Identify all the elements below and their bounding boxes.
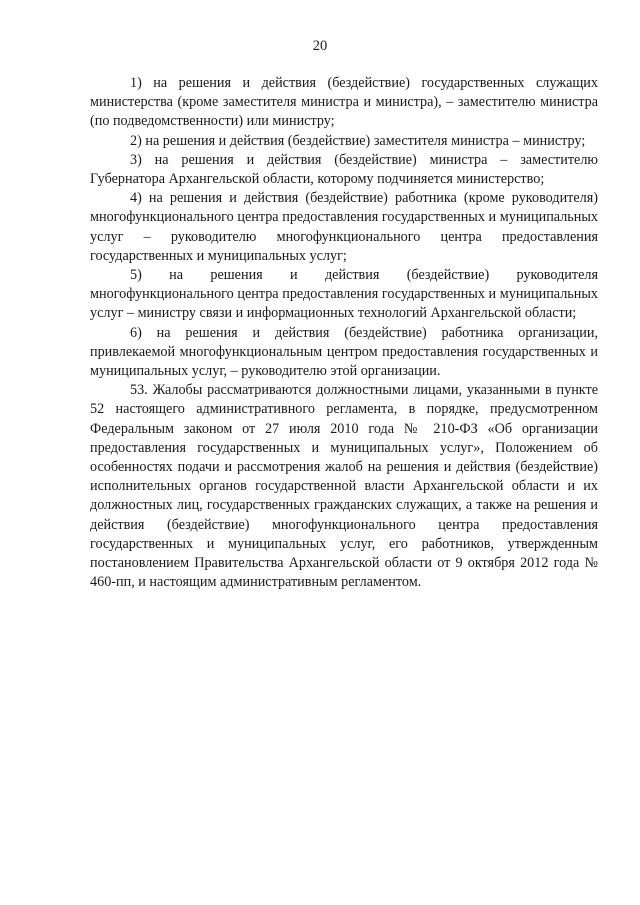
paragraph-item-6: 6) на решения и действия (бездействие) работника организации, привлекаемой многофункциональным центром предоставления государственных и муниципальных услуг, – руководителю этой организации. [90,324,598,380]
page-number: 20 [312,38,328,54]
paragraph-item-2: 2) на решения и действия (бездействие) заместителя министра – министру; [130,132,586,149]
paragraph-53: 53. Жалобы рассматриваются должностными лицами, указанными в пункте 52 настоящего административного регламента, в порядке, предусмотренном Федеральным законом от 27 июля 2010 года № 210-ФЗ «Об организации предоставления государственных и муниципальных услуг», Положением об особенностях подачи и рассмотрения жалоб на решения и действия (бездействие) исполнительных органов государственной власти Архангельской области и их должностных лиц, государственных гражданских служащих, а также на решения и действия (бездействие) многофункционального центра предоставления государственных и муниципальных услуг, его работников, утвержденным постановлением Правительства Архангельской области от 9 октября 2012 года № 460-пп, и настоящим административным регламентом. [90,382,598,591]
document-body [90,74,598,592]
paragraph-item-4: 4) на решения и действия (бездействие) работника (кроме руководителя) многофункционального центра предоставления государственных и муниципальных услуг – руководителю многофункционального центра предоставления государственных и муниципальных услуг; [90,190,598,264]
paragraph-item-3: 3) на решения и действия (бездействие) министра – заместителю Губернатора Архангельской области, которому подчиняется министерство; [90,151,598,188]
paragraph-item-5: 5) на решения и действия (бездействие) руководителя многофункционального центра предоставления государственных и муниципальных услуг – министру связи и информационных технологий Архангельской области; [90,267,598,322]
paragraph-item-1: 1) на решения и действия (бездействие) государственных служащих министерства (кроме заместителя министра и министра), – заместителю министра (по подведомственности) или министру; [90,75,598,130]
